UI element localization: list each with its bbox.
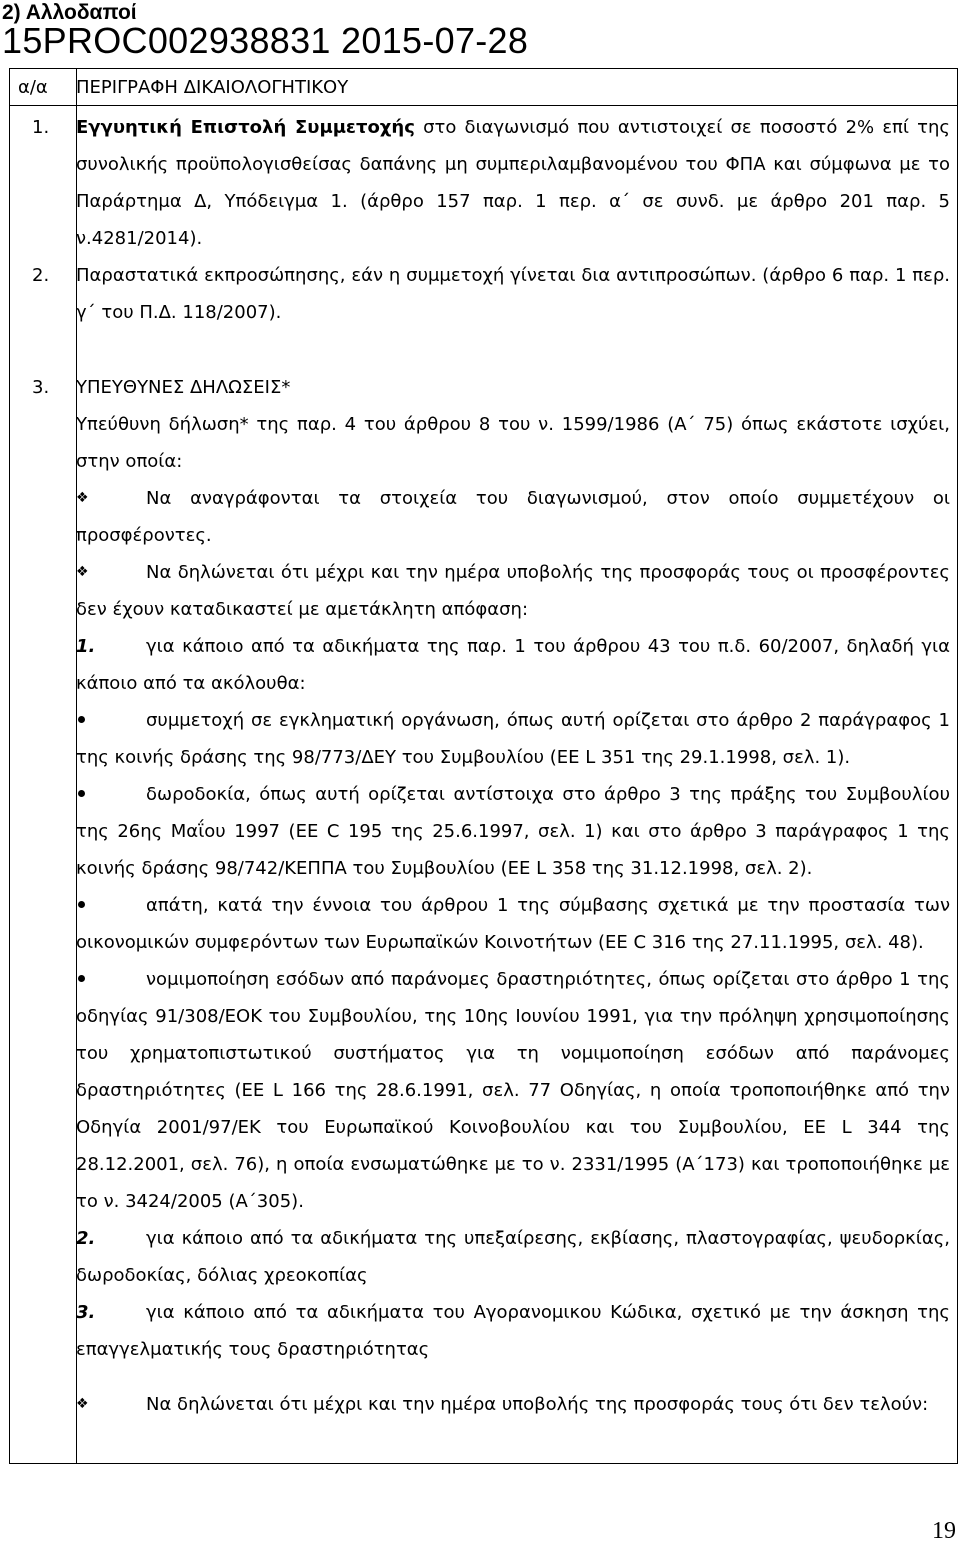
header-aa: α/α [18,77,48,98]
declaration-3: ❖ Να δηλώνεται ότι μέχρι και την ημέρα υποβολής της προσφοράς τους ότι δεν τελούν: [76,1386,950,1423]
row-1-title: Εγγυητική Επιστολή Συμμετοχής [76,117,415,138]
row-1-text: στο διαγωνισμό που αντιστοιχεί σε ποσοστό 2% επί της συνολικής προϋπολογισθείσας δαπάνης μη συμπεριλαμβανομένου του ΦΠΑ και σύμφωνα με το Παράρτημα Δ, Υπόδειγμα 1. (άρθρο 157 παρ. 1 περ. α΄ σε συνδ. με άρθρο 201 παρ. 5 ν.4281/2014). [76,117,950,249]
declaration-1-cont: προσφέροντες. [76,525,212,546]
row-2-text: Παραστατικά εκπροσώπησης, εάν η συμμετοχή γίνεται δια αντιπροσώπων. (άρθρο 6 παρ. 1 περ. γ΄ του Π.Δ. 118/2007). [76,265,950,323]
dot-bullet-icon [76,961,146,998]
diamond-bullet-icon: ❖ [76,490,89,506]
offence-bullet-1: συμμετοχή σε εγκληματική οργάνωση, όπως αυτή ορίζεται στο άρθρο 2 παράγραφος 1 της κοινής δράσης της 98/773/ΔΕΥ του Συμβουλίου (ΕΕ L 351 της 29.1.1998, σελ. 1). [76,702,950,776]
offence-3: 3. για κάποιο από τα αδικήματα του Αγορανομικου Κώδικα, σχετικό με την άσκηση της επαγγελματικής τους δραστηριότητας [76,1302,950,1360]
offence-bullet-4: νομιμοποίηση εσόδων από παράνομες δραστηριότητες, όπως ορίζεται στο άρθρο 1 της οδηγίας 91/308/ΕΟΚ του Συμβουλίου, της 10ης Ιουνίου 1991, για την πρόληψη χρησιμοποίησης του χρηματοπιστωτικού συστήματος για τη νομιμοποίηση εσόδων από παράνομες δραστηριότητες (ΕΕ L 166 της 28.6.1991, σελ. 77 Οδηγίας, η οποία τροποποιήθηκε από την Οδηγία 2001/97/ΕΚ του Ευρωπαϊκού Κοινοβουλίου και του Συμβουλίου, ΕΕ L 344 της 28.12.2001, σελ. 76), η οποία ενσωματώθηκε με το ν. 2331/1995 (Α΄173) και τροποποιήθηκε με το ν. 3424/2005 (Α΄305). [76,961,950,1220]
offence-bullet-2: δωροδοκία, όπως αυτή ορίζεται αντίστοιχα στο άρθρο 3 της πράξης του Συμβουλίου της 26ης Μαΐου 1997 (ΕΕ C 195 της 25.6.1997, σελ. 1) και στο άρθρο 3 παράγραφος 1 της κοινής δράσης 98/742/ΚΕΠΠΑ του Συμβουλίου (ΕΕ L 358 της 31.12.1998, σελ. 2). [76,776,950,887]
requirements-table [9,68,958,1464]
row-1-number: 1. [32,117,50,138]
header-divider [10,105,957,106]
row-3-title: ΥΠΕΥΘΥΝΕΣ ΔΗΛΩΣΕΙΣ* [76,377,291,398]
row-3-intro: Υπεύθυνη δήλωση* της παρ. 4 του άρθρου 8 του ν. 1599/1986 (Α΄ 75) όπως εκάστοτε ισχύει, στην οποία: [76,414,950,472]
dot-bullet-icon [76,776,146,813]
offence-2: 2. για κάποιο από τα αδικήματα της υπεξαίρεσης, εκβίασης, πλαστογραφίας, ψευδορκίας, δωροδοκίας, δόλιας χρεοκοπίας [76,1228,950,1286]
header-description: ΠΕΡΙΓΡΑΦΗ ΔΙΚΑΙΟΛΟΓΗΤΙΚΟΥ [76,77,349,98]
dot-bullet-icon [76,887,146,924]
declaration-1: ❖ Να αναγράφονται τα στοιχεία του διαγωνισμού, στον οποίο συμμετέχουν οι [76,480,950,517]
offence-1: 1. για κάποιο από τα αδικήματα της παρ. 1 του άρθρου 43 του π.δ. 60/2007, δηλαδή για κάποιο από τα ακόλουθα: [76,636,950,694]
dot-bullet-icon [76,702,146,739]
diamond-bullet-icon: ❖ [76,564,89,580]
document-id: 15PROC002938831 2015-07-28 [2,20,529,61]
row-3-content [76,369,950,1423]
diamond-bullet-icon: ❖ [76,1396,89,1412]
offence-bullet-3: απάτη, κατά την έννοια του άρθρου 1 της σύμβασης σχετικά με την προστασία των οικονομικών συμφερόντων των Ευρωπαϊκών Κοινοτήτων (ΕΕ C 316 της 27.11.1995, σελ. 48). [76,887,950,961]
page-number: 19 [932,1518,956,1544]
section-heading: 2) Αλλοδαποί [2,1,137,24]
row-1-content [76,109,950,257]
row-2-content [76,257,950,331]
row-2-number: 2. [32,265,50,286]
row-3-number: 3. [32,377,50,398]
declaration-2: ❖ Να δηλώνεται ότι μέχρι και την ημέρα υποβολής της προσφοράς τους οι προσφέροντες δεν έχουν καταδικαστεί με αμετάκλητη απόφαση: [76,554,950,628]
